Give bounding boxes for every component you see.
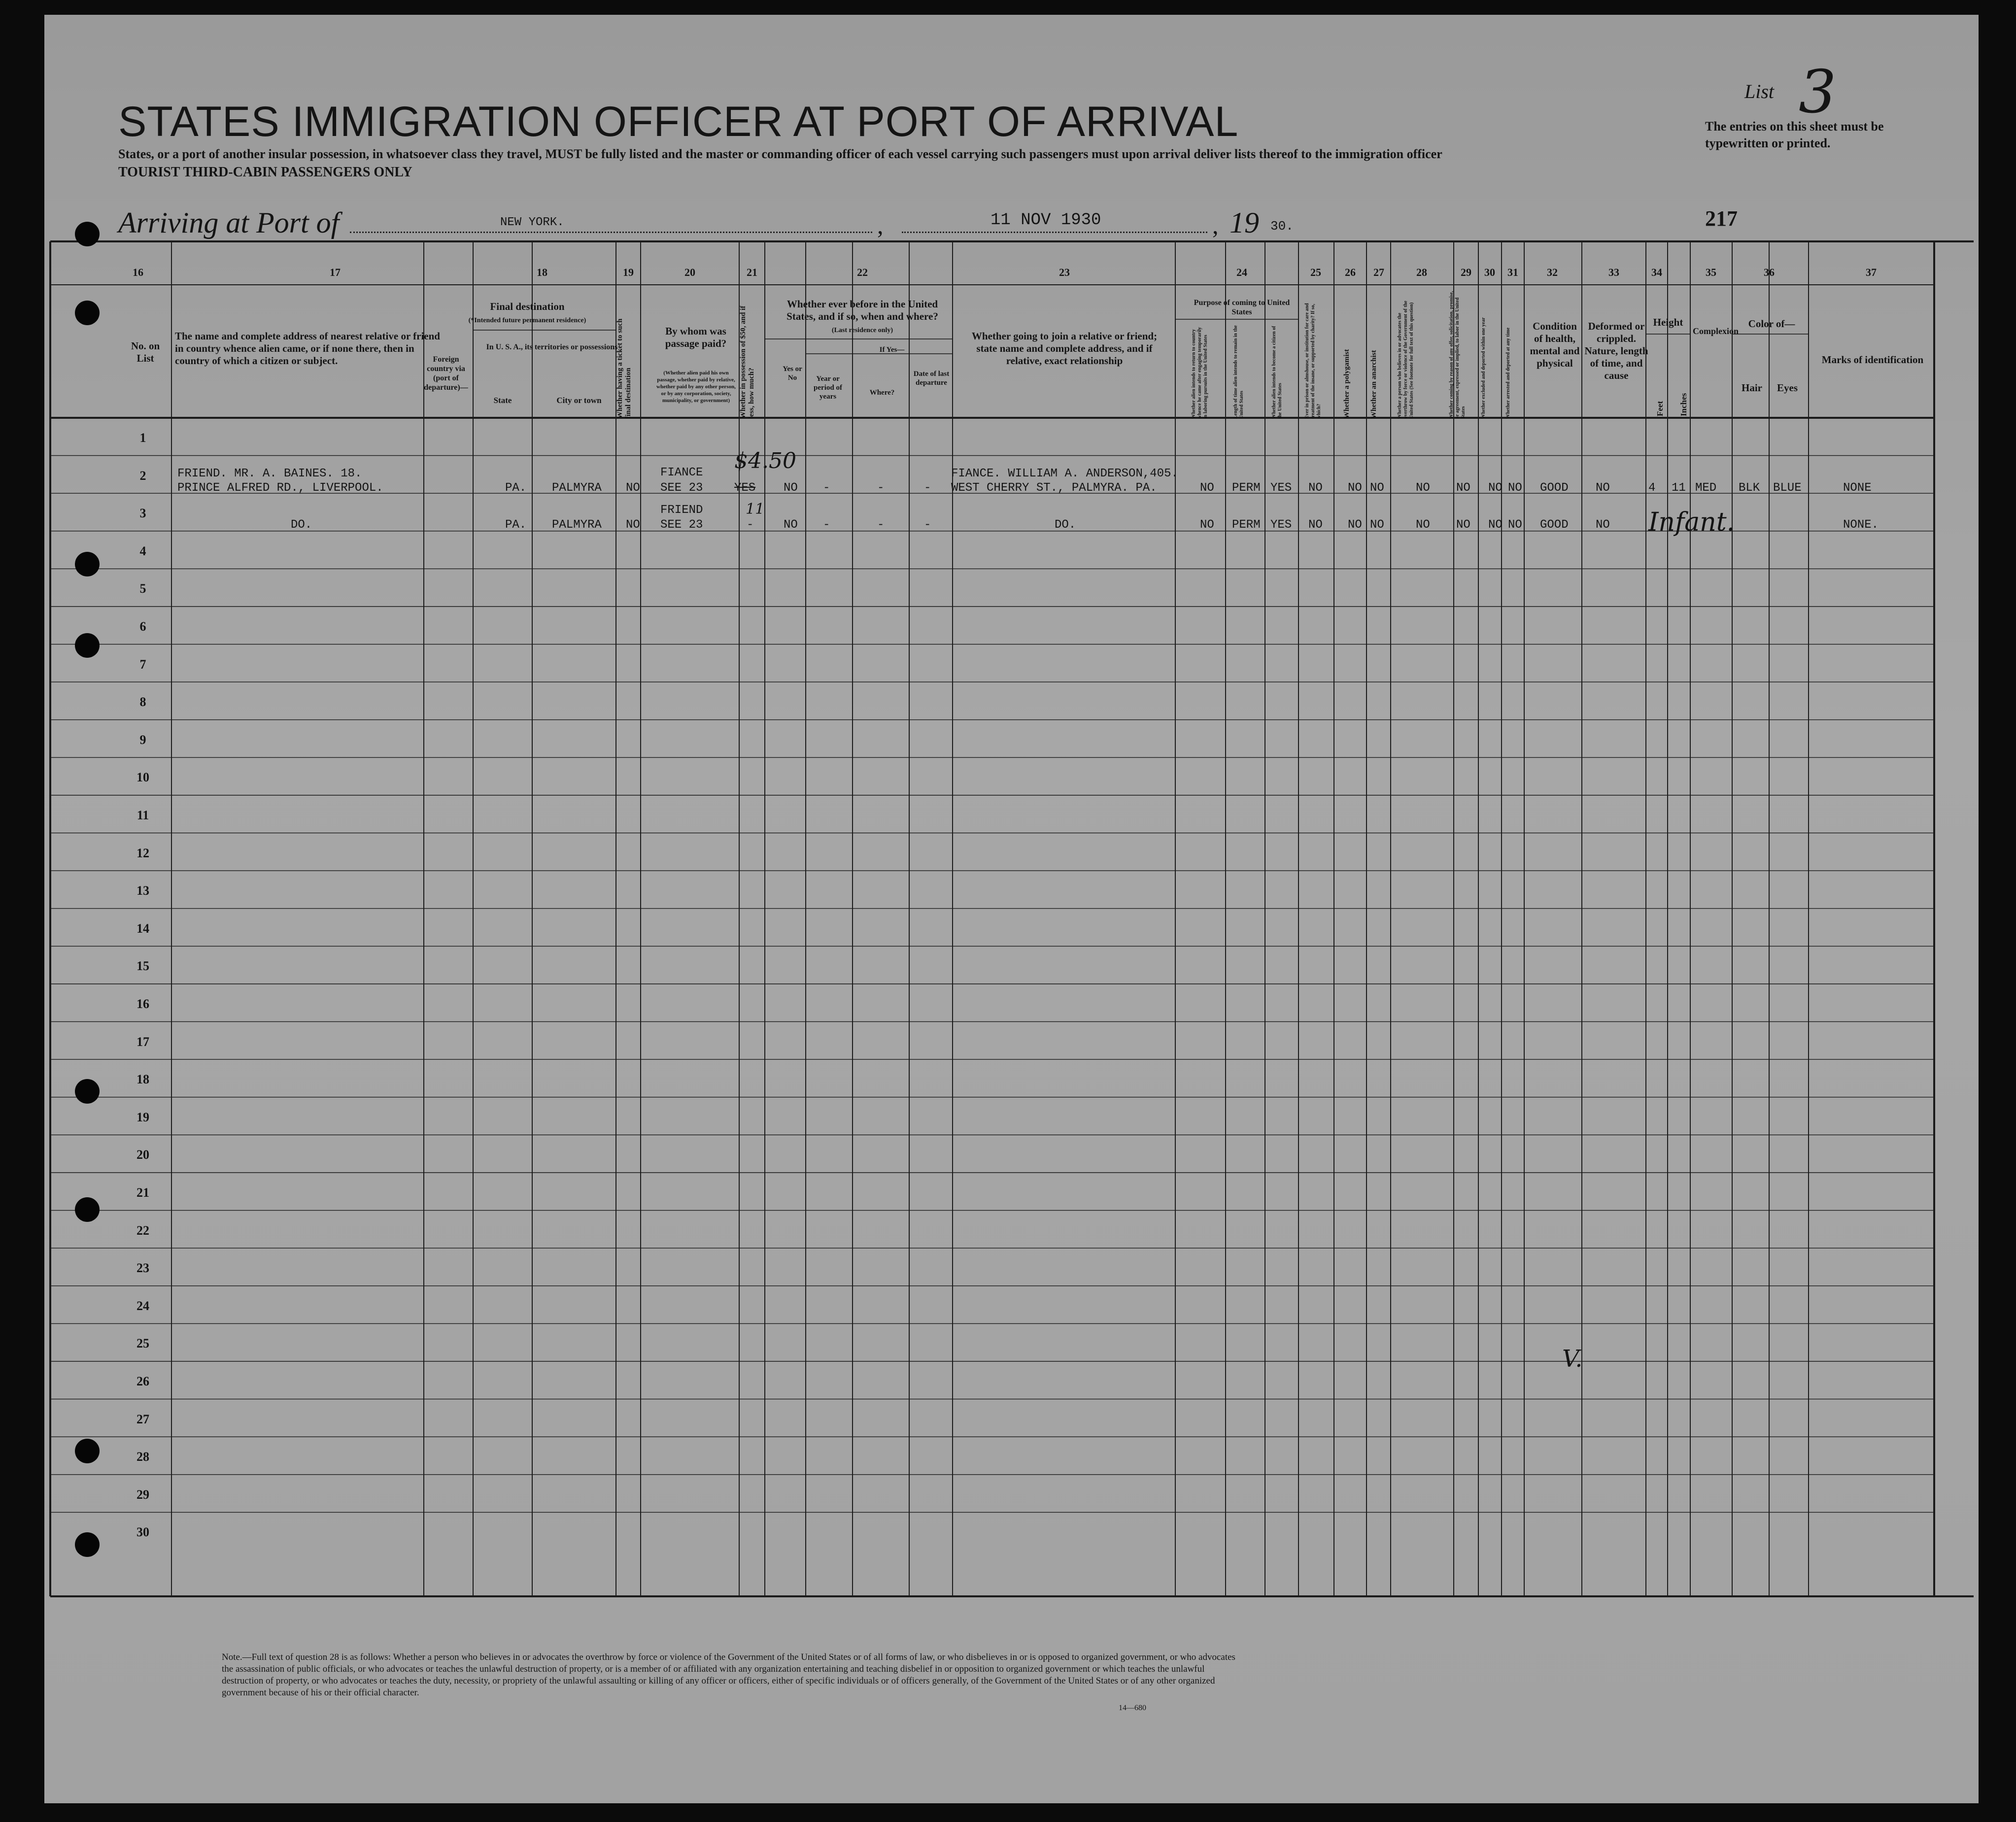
row1-eyes: BLUE (1773, 481, 1802, 495)
row-number: 26 (137, 1374, 149, 1388)
header-joining: Whether going to join a relative or friend; state name and complete address, and if relative, exact relationship (971, 330, 1158, 367)
form-code: 14—680 (1119, 1704, 1146, 1712)
row1-q31: NO (1508, 481, 1522, 495)
row2-q30: NO (1488, 518, 1503, 532)
row1-purpose-b: PERM (1232, 481, 1261, 495)
header-purpose: Purpose of coming to United States (1194, 299, 1290, 316)
row-number: 14 (137, 921, 149, 936)
header-possession: Whether in possession of $50, and if less, how much? (739, 305, 755, 419)
row-number: 28 (137, 1450, 149, 1464)
row2-q29: NO (1456, 518, 1470, 532)
row-number: 18 (137, 1072, 149, 1087)
row-number: 21 (137, 1185, 149, 1200)
column-number: 18 (537, 266, 547, 278)
header-purpose-a: Whether alien intends to return to country whence he came after engaging temporarily in laboring pursuits in the United States (1191, 327, 1208, 419)
row-number: 27 (137, 1412, 149, 1426)
header-complexion: Complexion (1693, 326, 1739, 336)
column-number: 24 (1236, 266, 1247, 278)
row-number: 6 (139, 619, 146, 634)
sheet-number: 217 (1705, 206, 1738, 231)
row-number: 20 (137, 1147, 149, 1162)
row2-purpose-b: PERM (1232, 518, 1261, 532)
header-purpose-b: Length of time alien intends to remain in the United States (1233, 325, 1244, 419)
column-number: 22 (857, 266, 868, 278)
column-number: 28 (1416, 266, 1427, 278)
column-number: 36 (1764, 266, 1775, 278)
row1-city: PALMYRA (552, 481, 602, 495)
header-last-residence: (Last residence only) (831, 327, 893, 334)
row1-join-line2: WEST CHERRY ST., PALMYRA. PA. (951, 481, 1157, 495)
row-number: 3 (139, 506, 146, 521)
punch-hole (75, 1532, 100, 1557)
header-ever-before: Whether ever before in the United States, and if so, when and where? (786, 298, 938, 322)
header-city: City or town (556, 396, 602, 405)
row1-q30: NO (1488, 481, 1503, 495)
row2-height-handwritten: Infant. (1648, 507, 1735, 537)
row2-prison: NO (1308, 518, 1323, 532)
row-number: 17 (137, 1034, 149, 1049)
row1-departure: - (924, 481, 931, 495)
column-number: 27 (1373, 266, 1384, 278)
column-number: 34 (1651, 266, 1662, 278)
header-year-period: Year or period of years (814, 375, 842, 401)
punch-hole (75, 633, 100, 658)
row1-q29: NO (1456, 481, 1470, 495)
row-number: 15 (137, 959, 149, 974)
column-number: 33 (1608, 266, 1619, 278)
header-anarchist: Whether an anarchist (1370, 350, 1378, 419)
column-number: 16 (133, 266, 143, 278)
header-where: Where? (869, 389, 895, 397)
header-polygamist: Whether a polygamist (1343, 349, 1351, 419)
row2-departure: - (924, 518, 931, 532)
punch-hole (75, 1439, 100, 1463)
row-number: 8 (139, 695, 146, 709)
row1-money-struck: YES (734, 481, 756, 495)
row-number: 29 (137, 1487, 149, 1502)
row-number: 10 (137, 770, 149, 785)
row2-ticket: NO (626, 518, 640, 532)
header-feet: Feet (1655, 401, 1665, 416)
row2-q31: NO (1508, 518, 1522, 532)
row1-anarchist: NO (1370, 481, 1384, 495)
header-final-destination-note: (*Intended future permanent residence) (468, 317, 586, 324)
header-no-on-list: No. on List (131, 340, 160, 364)
header-by-whom-note: (Whether alien paid his own passage, whether paid by relative, whether paid by any other person, or by any corporation, society, municipality, or government) (656, 370, 736, 404)
header-marks: Marks of identification (1821, 354, 1924, 366)
row1-where: - (877, 481, 885, 495)
row1-paid-line1: FIANCE (660, 466, 703, 479)
row-number: 4 (139, 543, 146, 558)
punch-hole (75, 1079, 100, 1104)
row2-purpose-c: YES (1270, 518, 1292, 532)
row1-state: PA. (505, 481, 527, 495)
row1-marks: NONE (1843, 481, 1872, 495)
row2-paid-line2: SEE 23 (660, 518, 703, 532)
row1-deformed: NO (1596, 481, 1610, 495)
row-number: 19 (137, 1110, 149, 1124)
row2-health: GOOD (1540, 518, 1569, 532)
header-nearest-relative: The name and complete address of nearest relative or friend in country whence alien came, or if none there, then in country of which a citizen or subject. (175, 330, 440, 367)
arriving-label: Arriving at Port of (118, 206, 340, 239)
row-number: 1 (139, 431, 146, 445)
row-number: 13 (137, 883, 149, 898)
row2-money-handwritten: 11 (746, 501, 765, 518)
header-q28: Whether a person who believes in or advocates the overthrow by force or violence of the Government of the United States (See footnote for full text of this question) (1397, 301, 1414, 419)
row2-q28: NO (1416, 518, 1430, 532)
header-deformed: Deformed or crippled. Nature, length of time, and cause (1584, 320, 1648, 381)
row1-health: GOOD (1540, 481, 1569, 495)
row1-feet: 4 (1648, 481, 1656, 495)
row-number: 5 (139, 581, 146, 596)
column-number: 30 (1484, 266, 1495, 278)
header-foreign-country: Foreign country via (port of departure)— (424, 355, 468, 392)
year-prefix: 19 (1230, 206, 1259, 239)
row1-before: NO (784, 481, 798, 495)
row-number: 30 (137, 1525, 149, 1540)
row1-relative-line2: PRINCE ALFRED RD., LIVERPOOL. (177, 481, 383, 495)
header-final-destination: Final destination (490, 301, 565, 312)
row2-marks: NONE. (1843, 518, 1879, 532)
header-date-departure: Date of last departure (913, 370, 950, 387)
column-number: 32 (1547, 266, 1558, 278)
header-purpose-c: Whether alien intends to become a citizen of the United States (1271, 326, 1283, 419)
row-number: 9 (139, 732, 146, 747)
row2-state: PA. (505, 518, 527, 532)
row2-join: DO. (1055, 518, 1076, 532)
header-inches: Inches (1679, 393, 1688, 416)
form-title: STATES IMMIGRATION OFFICER AT PORT OF ARRIVAL (118, 98, 1239, 145)
column-number: 21 (747, 266, 757, 278)
header-hair: Hair (1742, 382, 1762, 394)
header-prison: Ever in prison or almshouse, or institution for care and treatment of the insane, or supported by charity? If so, which? (1304, 303, 1322, 419)
punch-hole (75, 301, 100, 325)
row2-before: NO (784, 518, 798, 532)
row1-complexion: MED (1695, 481, 1717, 495)
row1-purpose-a: NO (1200, 481, 1214, 495)
list-label: List (1744, 80, 1775, 102)
row1-polygamist: NO (1348, 481, 1362, 495)
row1-money-handwritten: $4.50 (734, 448, 796, 473)
row1-purpose-c: YES (1270, 481, 1292, 495)
form-class-line: TOURIST THIRD-CABIN PASSENGERS ONLY (118, 165, 412, 180)
year-suffix: 30. (1270, 219, 1294, 234)
row-number: 22 (137, 1223, 149, 1238)
port-name: NEW YORK. (500, 216, 564, 229)
row1-hair: BLK (1739, 481, 1760, 495)
row-number: 12 (137, 845, 149, 860)
punch-hole (75, 222, 100, 246)
row1-ticket: NO (626, 481, 640, 495)
header-if-yes: If Yes— (879, 346, 905, 354)
header-yes-no: Yes or No (783, 365, 802, 382)
column-number: 25 (1310, 266, 1321, 278)
row2-anarchist: NO (1370, 518, 1384, 532)
header-height: Height (1653, 316, 1683, 328)
header-by-whom: By whom was passage paid? (665, 325, 727, 349)
column-number: 20 (684, 266, 695, 278)
column-number: 31 (1507, 266, 1518, 278)
manifest-sheet: STATES IMMIGRATION OFFICER AT PORT OF ARRIVAL States, or a port of another insular possession, in whatsoever class they travel, MUST be fully listed and the master or commanding officer of each vessel carrying such passengers must upon arrival deliver lists thereof to the immigration officer TOURIST THIRD-CABIN PASSENGERS ONLY List 3 The entries on this sheet must be typewritten or printed. Arriving at Port of NEW YORK. , 11 NOV 1930 , 19 30. 217 16 17 18 19 20 21 22 23 24 25 26 27 28 29 30 31 32 33 34 35 36 37 No. on List The name and complete address of nearest relative or friend in country whence alien came, or if none there, then in country of which a citizen or subject. Final destination (*Intended future permanent residence) Foreign country via (port of departure)— In U. S. A., its territories or possessions State City or town Whether having a ticket to such final destination By whom was passage paid? (Whether alien paid his own passage, whether paid by relative, whether paid by any other person, or by any corporation, society, municipality, or government) Whether in possession of $50, and if less, how much? Whether ever before in the United States, and if so, when and where? (Last residence only) If Yes— Yes or No Year or period of years Where? Date of last departure Whether going to join a relative or friend; state name and complete address, and if relative, exact relationship Purpose of coming to United States Whether alien intends to return to country whence he came after engaging temporarily in laboring pursuits in the United States Length of time alien intends to remain in the United States Whether alien intends to become a citizen of the United States Ever in prison or almshouse, or institution for care and treatment of the insane, or supported by charity? If so, which? Whether a polygamist Whether an anarchist Whether a person who believes in or advocates the overthrow by force or violence of the Government of the United States (See footnote for full text of this question) Whether coming by reason of any offer, solicitation, promise, or agreement, expressed or implied, to labor in the United States Whether excluded and deported within one year Whether arrested and deported at any time Condition of health, mental and physical Deformed or crippled. Nature, length of time, and cause Height Feet Inches Complexion Color of— Hair Eyes Marks of identification 1 2 3 4 5 6 7 8 9 10 11 12 13 14 15 16 17 18 19 20 21 22 23 24 25 26 27 28 29 30 FRIEND. MR. A. BAINES. 18. PRINCE ALFRED RD., LIVERPOOL. PA. PALMYRA NO FIANCE SEE 23 YES $4.50 NO - - - FIANCE. WILLIAM A. ANDERSON,405. WEST CHERRY ST., PALMYRA. PA. NO PERM YES NO NO NO NO NO NO NO GOOD NO 4 11 MED BLK BLUE NONE DO. PA. PALMYRA NO FRIEND SEE 23 11 - NO - - - DO. NO PERM YES NO NO NO NO NO NO NO GOOD NO Infant. NONE. V. Note.—Full text of question 28 is as follows: Whether a person who believes in or advocates the overthrow by force or violence of the Government of the United States or of all forms of law, or who disbelieves in or is opposed to organized government, or who advocates the assassination of public officials, or who advocates or teaches the unlawful destruction of property, or is a member of or affiliated with any organization entertaining and teaching disbelief in or opposition to organized government or which teaches the unlawful destruction of property, or who advocates or teaches the duty, necessity, or propriety of the unlawful assaulting or killing of any officer or officers, either of specific individuals or of officers generally, of the Government of the United States or of any other organized government because of his or their official character. 14—680 (44, 15, 1979, 1803)
row-number: 24 (137, 1298, 149, 1313)
row2-year: - (823, 518, 830, 532)
header-eyes: Eyes (1777, 382, 1798, 394)
punch-hole (75, 1197, 100, 1222)
row2-money: - (747, 518, 754, 532)
header-ticket: Whether having a ticket to such final destination (616, 318, 632, 419)
footnote: Note.—Full text of question 28 is as follows: Whether a person who believes in or advocates the overthrow by force or violence of the Government of the United States or of all forms of law, or who disbelieves in or is opposed to organized government, or who advocates the assassination of public officials, or who advocates or teaches the unlawful destruction of property, or is a member of or affiliated with any organization entertaining and teaching disbelief in or opposition to organized government or which teaches the unlawful destruction of property, or who advocates or teaches the duty, necessity, or propriety of the unlawful assaulting or killing of any officer or officers, either of specific individuals or of officers generally, of the Government of the United States or of any other organized government because of his or their official character. (222, 1652, 1235, 1698)
header-state: State (493, 396, 512, 405)
column-number: 26 (1345, 266, 1356, 278)
column-number: 29 (1461, 266, 1471, 278)
row2-where: - (877, 518, 885, 532)
column-number: 19 (623, 266, 634, 278)
row2-purpose-a: NO (1200, 518, 1214, 532)
row1-year: - (823, 481, 830, 495)
arrival-date: 11 NOV 1930 (991, 211, 1101, 230)
row-number: 16 (137, 997, 149, 1011)
list-number: 3 (1799, 58, 1837, 127)
row2-deformed: NO (1596, 518, 1610, 532)
row1-inches: 11 (1672, 481, 1686, 495)
form-grid (44, 15, 1979, 1803)
column-number: 35 (1706, 266, 1716, 278)
row-number: 23 (137, 1261, 149, 1276)
header-q31: Whether arrested and deported at any time (1505, 327, 1511, 419)
row-number: 2 (139, 468, 146, 483)
row2-paid-line1: FRIEND (660, 504, 703, 517)
row1-relative-line1: FRIEND. MR. A. BAINES. 18. (177, 467, 362, 480)
row1-prison: NO (1308, 481, 1323, 495)
row1-paid-line2: SEE 23 (660, 481, 703, 495)
header-q30: Whether excluded and deported within one year (1481, 317, 1486, 419)
header-condition: Condition of health, mental and physical (1530, 320, 1580, 369)
header-in-usa: In U. S. A., its territories or possessions (486, 343, 618, 351)
column-number: 37 (1866, 266, 1877, 278)
column-number: 23 (1059, 266, 1070, 278)
row-number: 25 (137, 1336, 149, 1351)
row2-relative: DO. (291, 518, 312, 532)
row2-polygamist: NO (1348, 518, 1362, 532)
form-subtitle: States, or a port of another insular possession, in whatsoever class they travel, MUST be fully listed and the master or commanding officer of each vessel carrying such passengers must upon arrival deliver lists thereof to the immigration officer (118, 147, 1442, 161)
row2-city: PALMYRA (552, 518, 602, 532)
punch-hole (75, 552, 100, 576)
header-color-of: Color of— (1748, 318, 1795, 330)
handwritten-mark: V. (1562, 1345, 1583, 1373)
row1-q28: NO (1416, 481, 1430, 495)
entries-note: The entries on this sheet must be typewritten or printed. (1705, 119, 1884, 150)
row-number: 7 (139, 657, 146, 672)
header-q29: Whether coming by reason of any offer, solicitation, promise, or agreement, expressed or implied, to labor in the United States (1449, 291, 1466, 419)
row-number: 11 (137, 808, 149, 822)
row1-join-line1: FIANCE. WILLIAM A. ANDERSON,405. (951, 467, 1178, 480)
column-number: 17 (330, 266, 341, 278)
